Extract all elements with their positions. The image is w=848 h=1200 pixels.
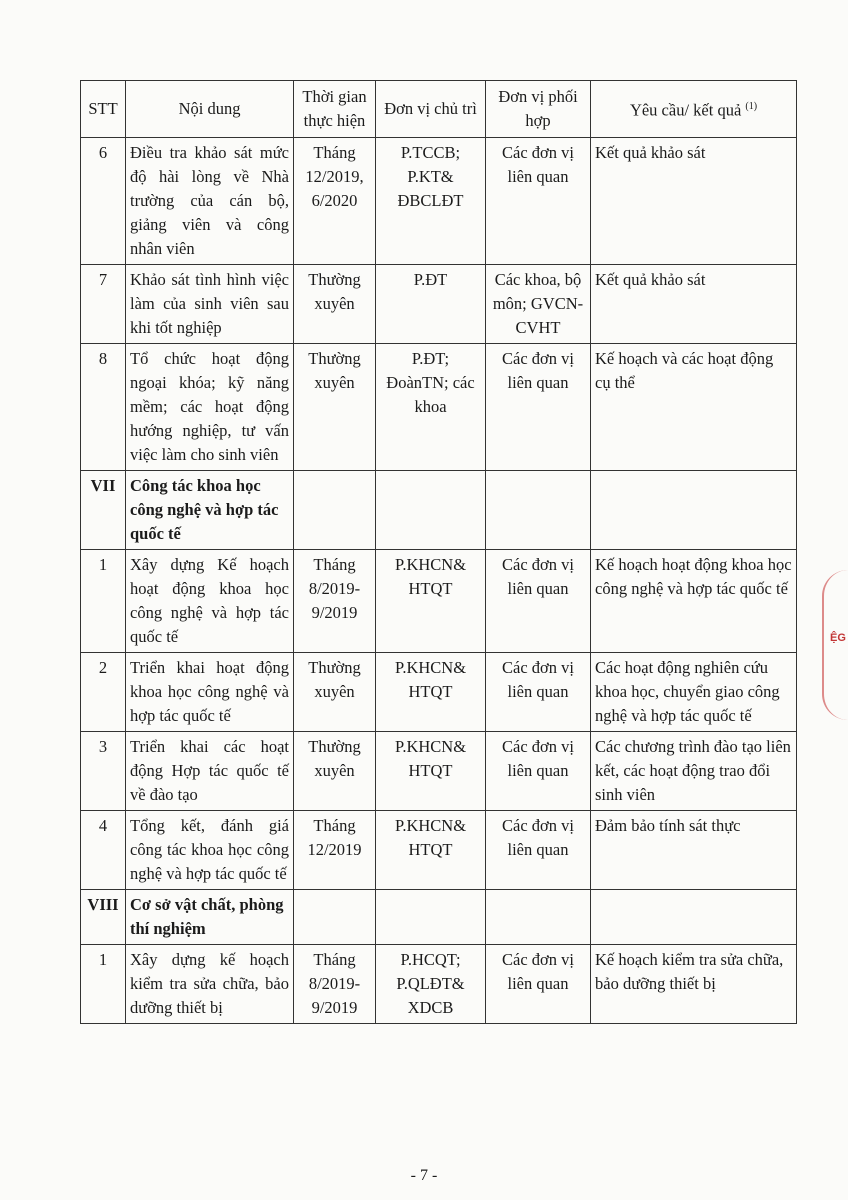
row-time: Thường xuyên [294, 653, 376, 732]
table-row [81, 811, 797, 890]
row-coop-unit: Các đơn vị liên quan [486, 945, 591, 1024]
row-stt: 3 [81, 732, 126, 811]
section-number: VIII [81, 890, 126, 945]
row-lead-unit: P.KHCN& HTQT [376, 550, 486, 653]
header-content: Nội dung [126, 81, 294, 138]
row-result: Kế hoạch kiểm tra sửa chữa, bảo dưỡng thiết bị [591, 945, 797, 1024]
row-coop-unit: Các đơn vị liên quan [486, 653, 591, 732]
row-coop-unit: Các đơn vị liên quan [486, 550, 591, 653]
table-row [81, 945, 797, 1024]
row-lead-unit: P.KHCN& HTQT [376, 811, 486, 890]
row-content: Triển khai các hoạt động Hợp tác quốc tế về đào tạo [126, 732, 294, 811]
section-row [81, 890, 797, 945]
red-seal-edge [822, 570, 848, 720]
row-time: Tháng 12/2019 [294, 811, 376, 890]
section-title: Công tác khoa học công nghệ và hợp tác quốc tế [126, 471, 294, 550]
row-coop-unit: Các khoa, bộ môn; GVCN-CVHT [486, 265, 591, 344]
empty-cell [486, 890, 591, 945]
row-result: Các chương trình đào tạo liên kết, các hoạt động trao đổi sinh viên [591, 732, 797, 811]
row-time: Thường xuyên [294, 265, 376, 344]
row-content: Khảo sát tình hình việc làm của sinh viên sau khi tốt nghiệp [126, 265, 294, 344]
header-time: Thời gian thực hiện [294, 81, 376, 138]
empty-cell [294, 890, 376, 945]
row-lead-unit: P.KHCN& HTQT [376, 732, 486, 811]
header-result-label: Yêu cầu/ kết quả [629, 100, 742, 120]
row-lead-unit: P.HCQT; P.QLĐT& XDCB [376, 945, 486, 1024]
row-coop-unit: Các đơn vị liên quan [486, 811, 591, 890]
table-row [81, 653, 797, 732]
row-result: Kết quả khảo sát [591, 138, 797, 265]
header-result [591, 81, 797, 138]
row-stt: 2 [81, 653, 126, 732]
row-content: Tổ chức hoạt động ngoại khóa; kỹ năng mềm; các hoạt động hướng nghiệp, tư vấn việc làm cho sinh viên [126, 344, 294, 471]
row-result: Các hoạt động nghiên cứu khoa học, chuyển giao công nghệ và hợp tác quốc tế [591, 653, 797, 732]
row-time: Thường xuyên [294, 732, 376, 811]
table-header-row [81, 81, 797, 138]
table-row [81, 265, 797, 344]
row-content: Triển khai hoạt động khoa học công nghệ và hợp tác quốc tế [126, 653, 294, 732]
seal-fragment-text: ỆG [830, 632, 846, 644]
row-stt: 8 [81, 344, 126, 471]
row-time: Tháng 12/2019, 6/2020 [294, 138, 376, 265]
row-coop-unit: Các đơn vị liên quan [486, 344, 591, 471]
header-lead-unit: Đơn vị chủ trì [376, 81, 486, 138]
row-content: Điều tra khảo sát mức độ hài lòng về Nhà trường của cán bộ, giảng viên và công nhân viên [126, 138, 294, 265]
row-time: Tháng 8/2019- 9/2019 [294, 550, 376, 653]
section-number: VII [81, 471, 126, 550]
table-row [81, 344, 797, 471]
row-lead-unit: P.TCCB; P.KT& ĐBCLĐT [376, 138, 486, 265]
row-result: Đảm bảo tính sát thực [591, 811, 797, 890]
header-result-note: (1) [745, 101, 758, 113]
header-stt: STT [81, 81, 126, 138]
row-lead-unit: P.KHCN& HTQT [376, 653, 486, 732]
row-stt: 1 [81, 550, 126, 653]
row-stt: 4 [81, 811, 126, 890]
row-stt: 7 [81, 265, 126, 344]
section-row [81, 471, 797, 550]
row-lead-unit: P.ĐT [376, 265, 486, 344]
table-row [81, 550, 797, 653]
row-content: Xây dựng Kế hoạch hoạt động khoa học công nghệ và hợp tác quốc tế [126, 550, 294, 653]
empty-cell [294, 471, 376, 550]
section-title: Cơ sở vật chất, phòng thí nghiệm [126, 890, 294, 945]
empty-cell [376, 890, 486, 945]
row-result: Kế hoạch và các hoạt động cụ thể [591, 344, 797, 471]
row-result: Kết quả khảo sát [591, 265, 797, 344]
header-coop-unit: Đơn vị phối hợp [486, 81, 591, 138]
empty-cell [591, 471, 797, 550]
row-time: Tháng 8/2019- 9/2019 [294, 945, 376, 1024]
row-stt: 1 [81, 945, 126, 1024]
row-content: Xây dựng kế hoạch kiểm tra sửa chữa, bảo dưỡng thiết bị [126, 945, 294, 1024]
table-row [81, 732, 797, 811]
plan-table [80, 80, 797, 1024]
row-lead-unit: P.ĐT; ĐoànTN; các khoa [376, 344, 486, 471]
empty-cell [591, 890, 797, 945]
row-coop-unit: Các đơn vị liên quan [486, 138, 591, 265]
empty-cell [486, 471, 591, 550]
empty-cell [376, 471, 486, 550]
row-result: Kế hoạch hoạt động khoa học công nghệ và hợp tác quốc tế [591, 550, 797, 653]
page-number: - 7 - [410, 1167, 438, 1184]
row-time: Thường xuyên [294, 344, 376, 471]
row-coop-unit: Các đơn vị liên quan [486, 732, 591, 811]
table-row [81, 138, 797, 265]
row-stt: 6 [81, 138, 126, 265]
row-content: Tổng kết, đánh giá công tác khoa học công nghệ và hợp tác quốc tế [126, 811, 294, 890]
